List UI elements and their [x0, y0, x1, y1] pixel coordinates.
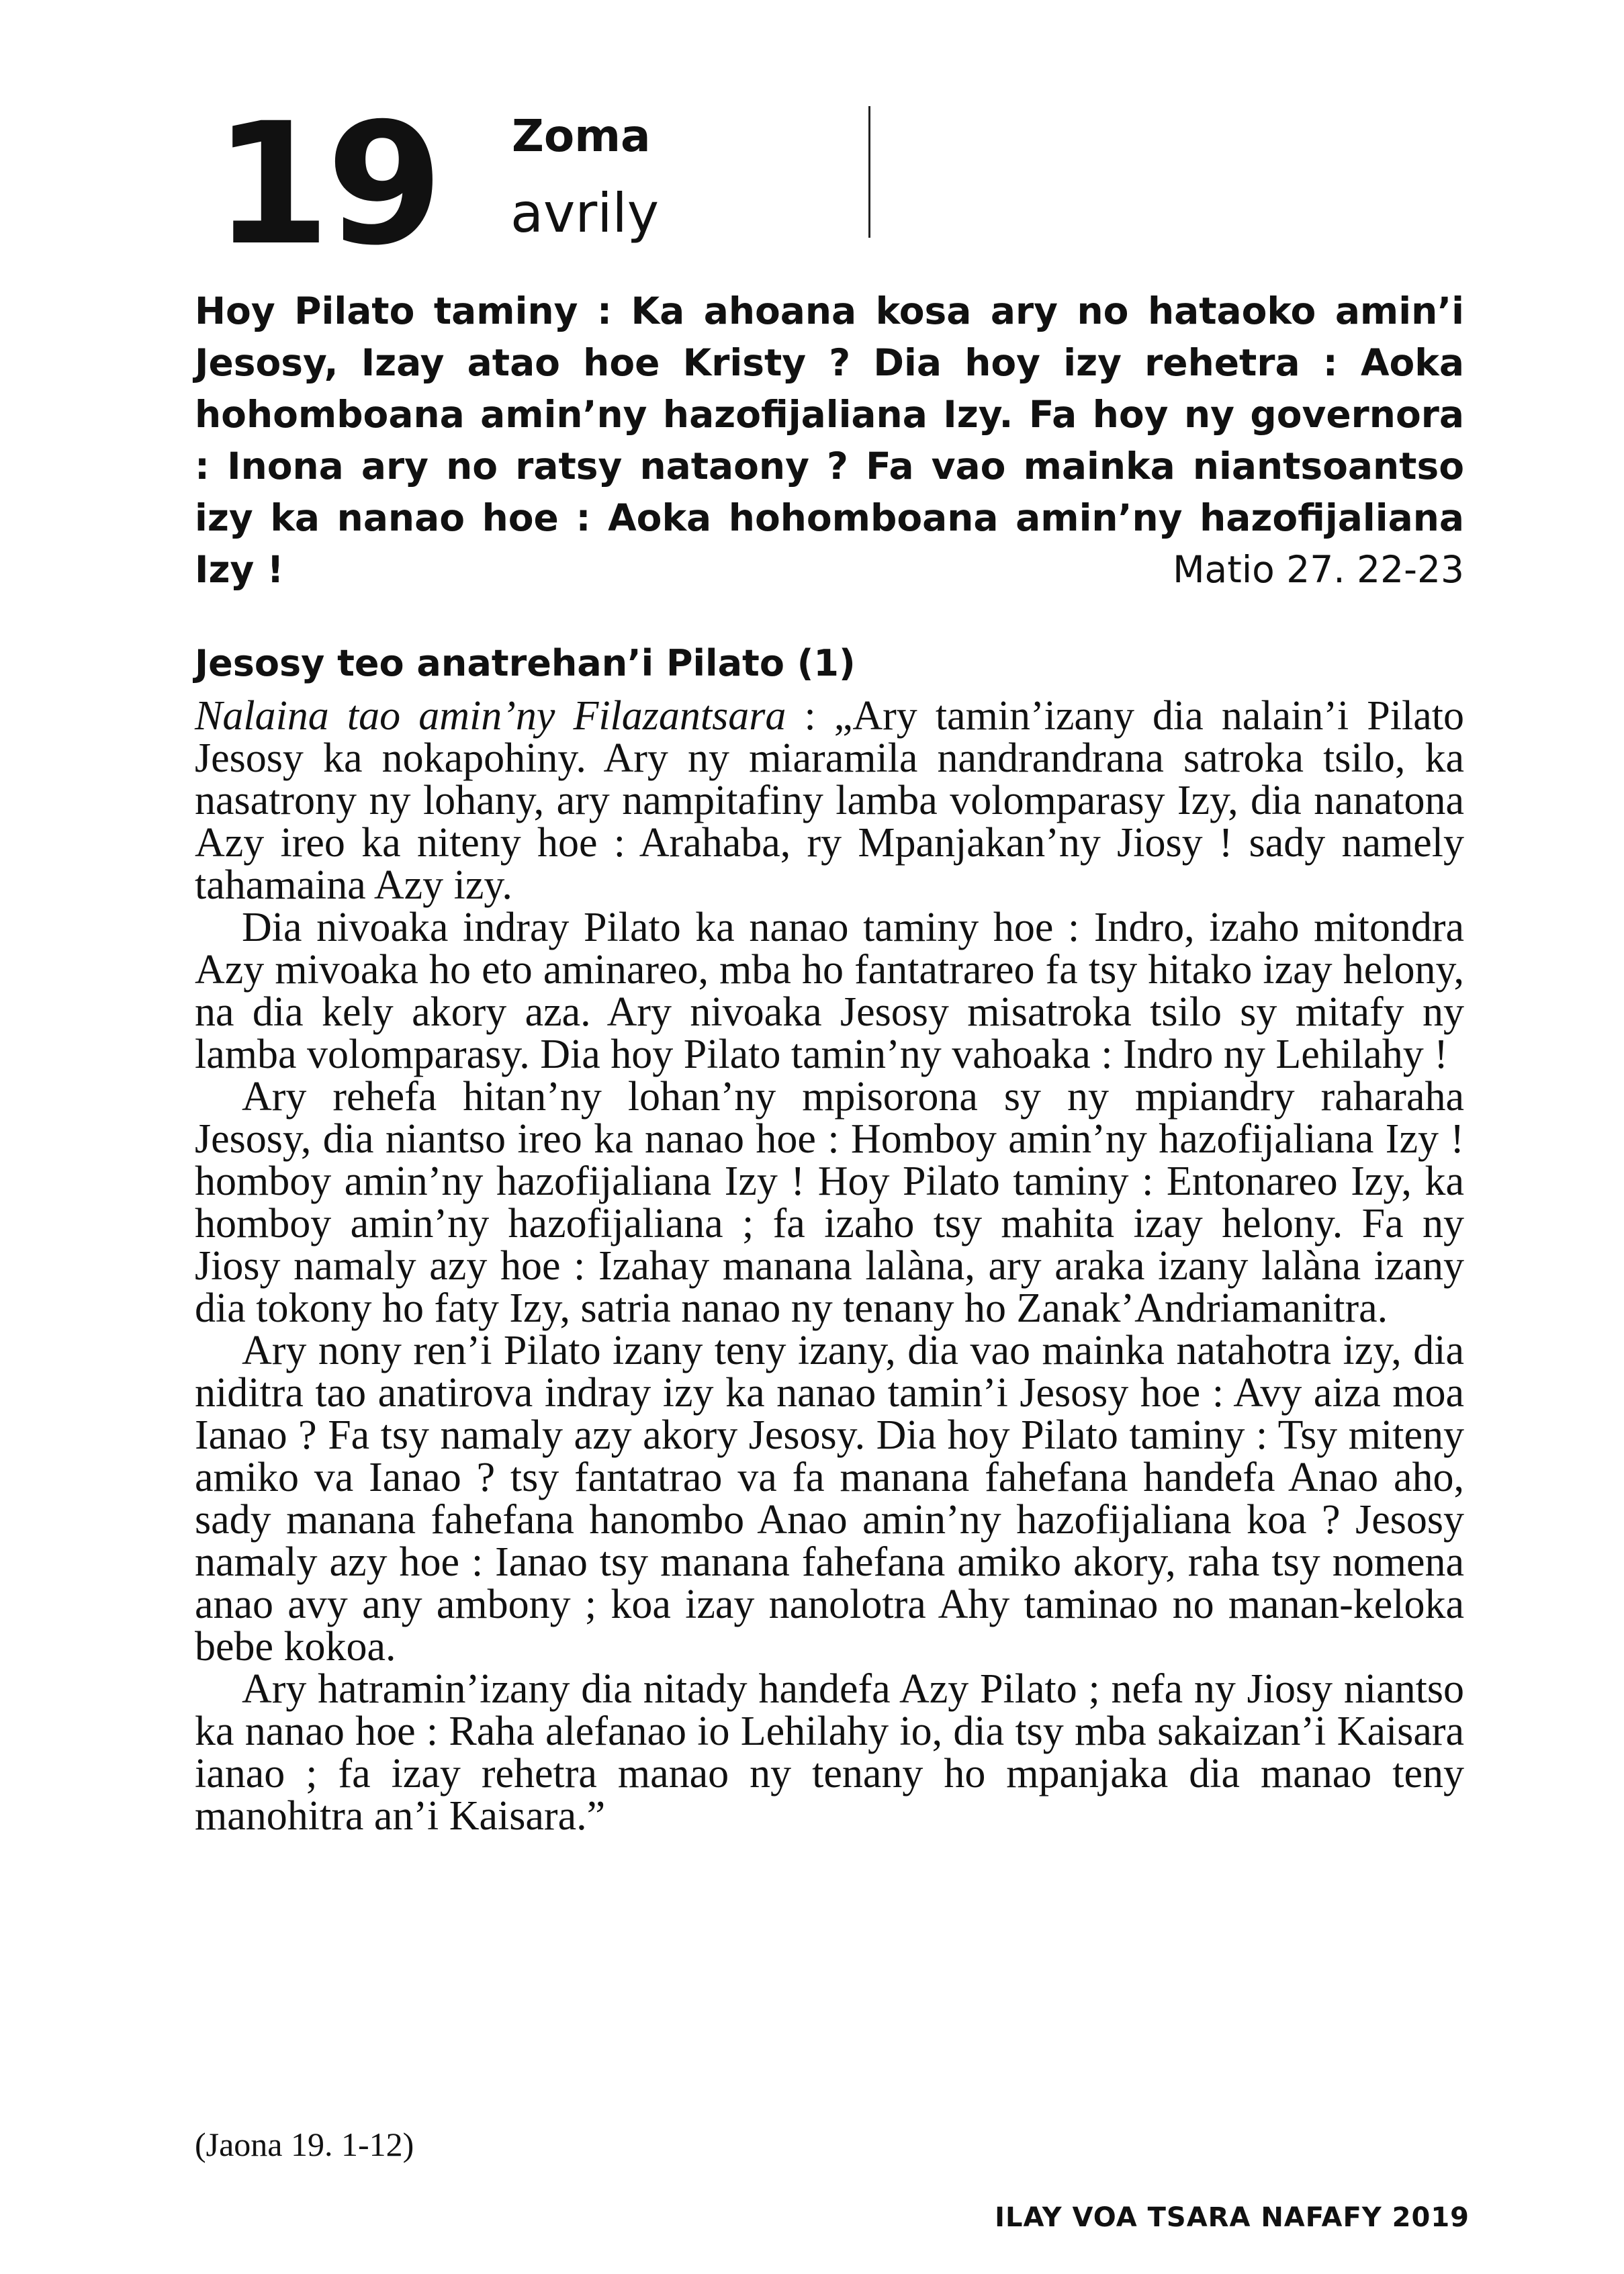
article-body	[195, 695, 1464, 1837]
weekday-name: Zoma	[512, 110, 651, 162]
article-paragraph: Ary rehefa hitan’ny lohan’ny mpisorona sy ny mpiandry raharaha Jesosy, dia niantso ireo ka nanao hoe : Homboy amin’ny hazofijaliana Izy ! homboy amin’ny hazofijaliana Izy ! Hoy Pilato taminy : Entonareo Izy, ka homboy amin’ny hazofijaliana ; fa izaho tsy mahita izay helony. Fa ny Jiosy namaly azy hoe : Izahay manana lalàna, ary araka izany lalàna izany dia tokony ho faty Izy, satria nanao ny tenany ho Zanak’Andriamanitra.	[195, 1074, 1464, 1331]
verse-reference: Matio 27. 22-23	[1173, 548, 1464, 591]
intro-source: Nalaina tao amin’ny Filazantsara	[195, 693, 786, 739]
paragraph-text: : „Ary tamin’izany dia nalain’i Pilato Jesosy ka nokapohiny. Ary ny miaramila nandrandrana satroka tsilo, ka nasatrony ny lohany, ary nampitafiny lamba volomparasy Izy, dia nanatona Azy ireo ka niteny hoe : Arahaba, ry Mpanjakan’ny Jiosy ! sady namely tahamaina Azy izy.	[195, 693, 1464, 908]
article-paragraph: Ary nony ren’i Pilato izany teny izany, dia vao mainka natahotra izy, dia niditra tao anatirova indray izy ka nanao tamin’i Jesosy hoe : Avy aiza moa Ianao ? Fa tsy namaly azy akory Jesosy. Dia hoy Pilato taminy : Tsy miteny amiko va Ianao ? tsy fantatrao va fa manana fahefana handefa Anao aho, sady manana fahefana hanombo Anao amin’ny hazofijaliana koa ? Jesosy namaly azy hoe : Ianao tsy manana fahefana amiko akory, raha tsy nomena anao avy any ambony ; koa izay nanolotra Ahy taminao no manan-keloka bebe kokoa.	[195, 1328, 1464, 1670]
header-divider	[868, 106, 870, 238]
daily-verse	[195, 285, 1464, 596]
date-day-number: 19	[214, 87, 439, 282]
closing-reference: (Jaona 19. 1-12)	[195, 2126, 414, 2163]
month-name: avrily	[510, 182, 660, 244]
publication-footer: ILAY VOA TSARA NAFAFY 2019	[995, 2202, 1470, 2233]
article-paragraph: Dia nivoaka indray Pilato ka nanao taminy hoe : Indro, izaho mitondra Azy mivoaka ho eto aminareo, mba ho fantatrareo fa tsy hitako izay helony, na dia kely akory aza. Ary nivoaka Jesosy misatroka tsilo sy mitafy ny lamba volomparasy. Dia hoy Pilato tamin’ny vahoaka : Indro ny Lehilahy !	[195, 905, 1464, 1077]
verse-text: Hoy Pilato taminy : Ka ahoana kosa ary no hataoko amin’i Jesosy, Izay atao hoe Kristy ? Dia hoy izy rehetra : Aoka hohomboana amin’ny hazofijaliana Izy. Fa hoy ny governora : Inona ary no ratsy nataony ? Fa vao mainka niantsoantso izy ka nanao hoe : Aoka hohomboana amin’ny hazofijaliana Izy !	[195, 289, 1464, 591]
article-title: Jesosy teo anatrehan’i Pilato (1)	[195, 642, 856, 684]
article-paragraph: Ary hatramin’izany dia nitady handefa Azy Pilato ; nefa ny Jiosy niantso ka nanao hoe : Raha alefanao io Lehilahy io, dia tsy mba sakaizan’i Kaisara ianao ; fa izay rehetra manao ny tenany ho mpanjaka dia manao teny manohitra an’i Kaisara.”	[195, 1666, 1464, 1839]
article-paragraph	[195, 695, 1464, 907]
